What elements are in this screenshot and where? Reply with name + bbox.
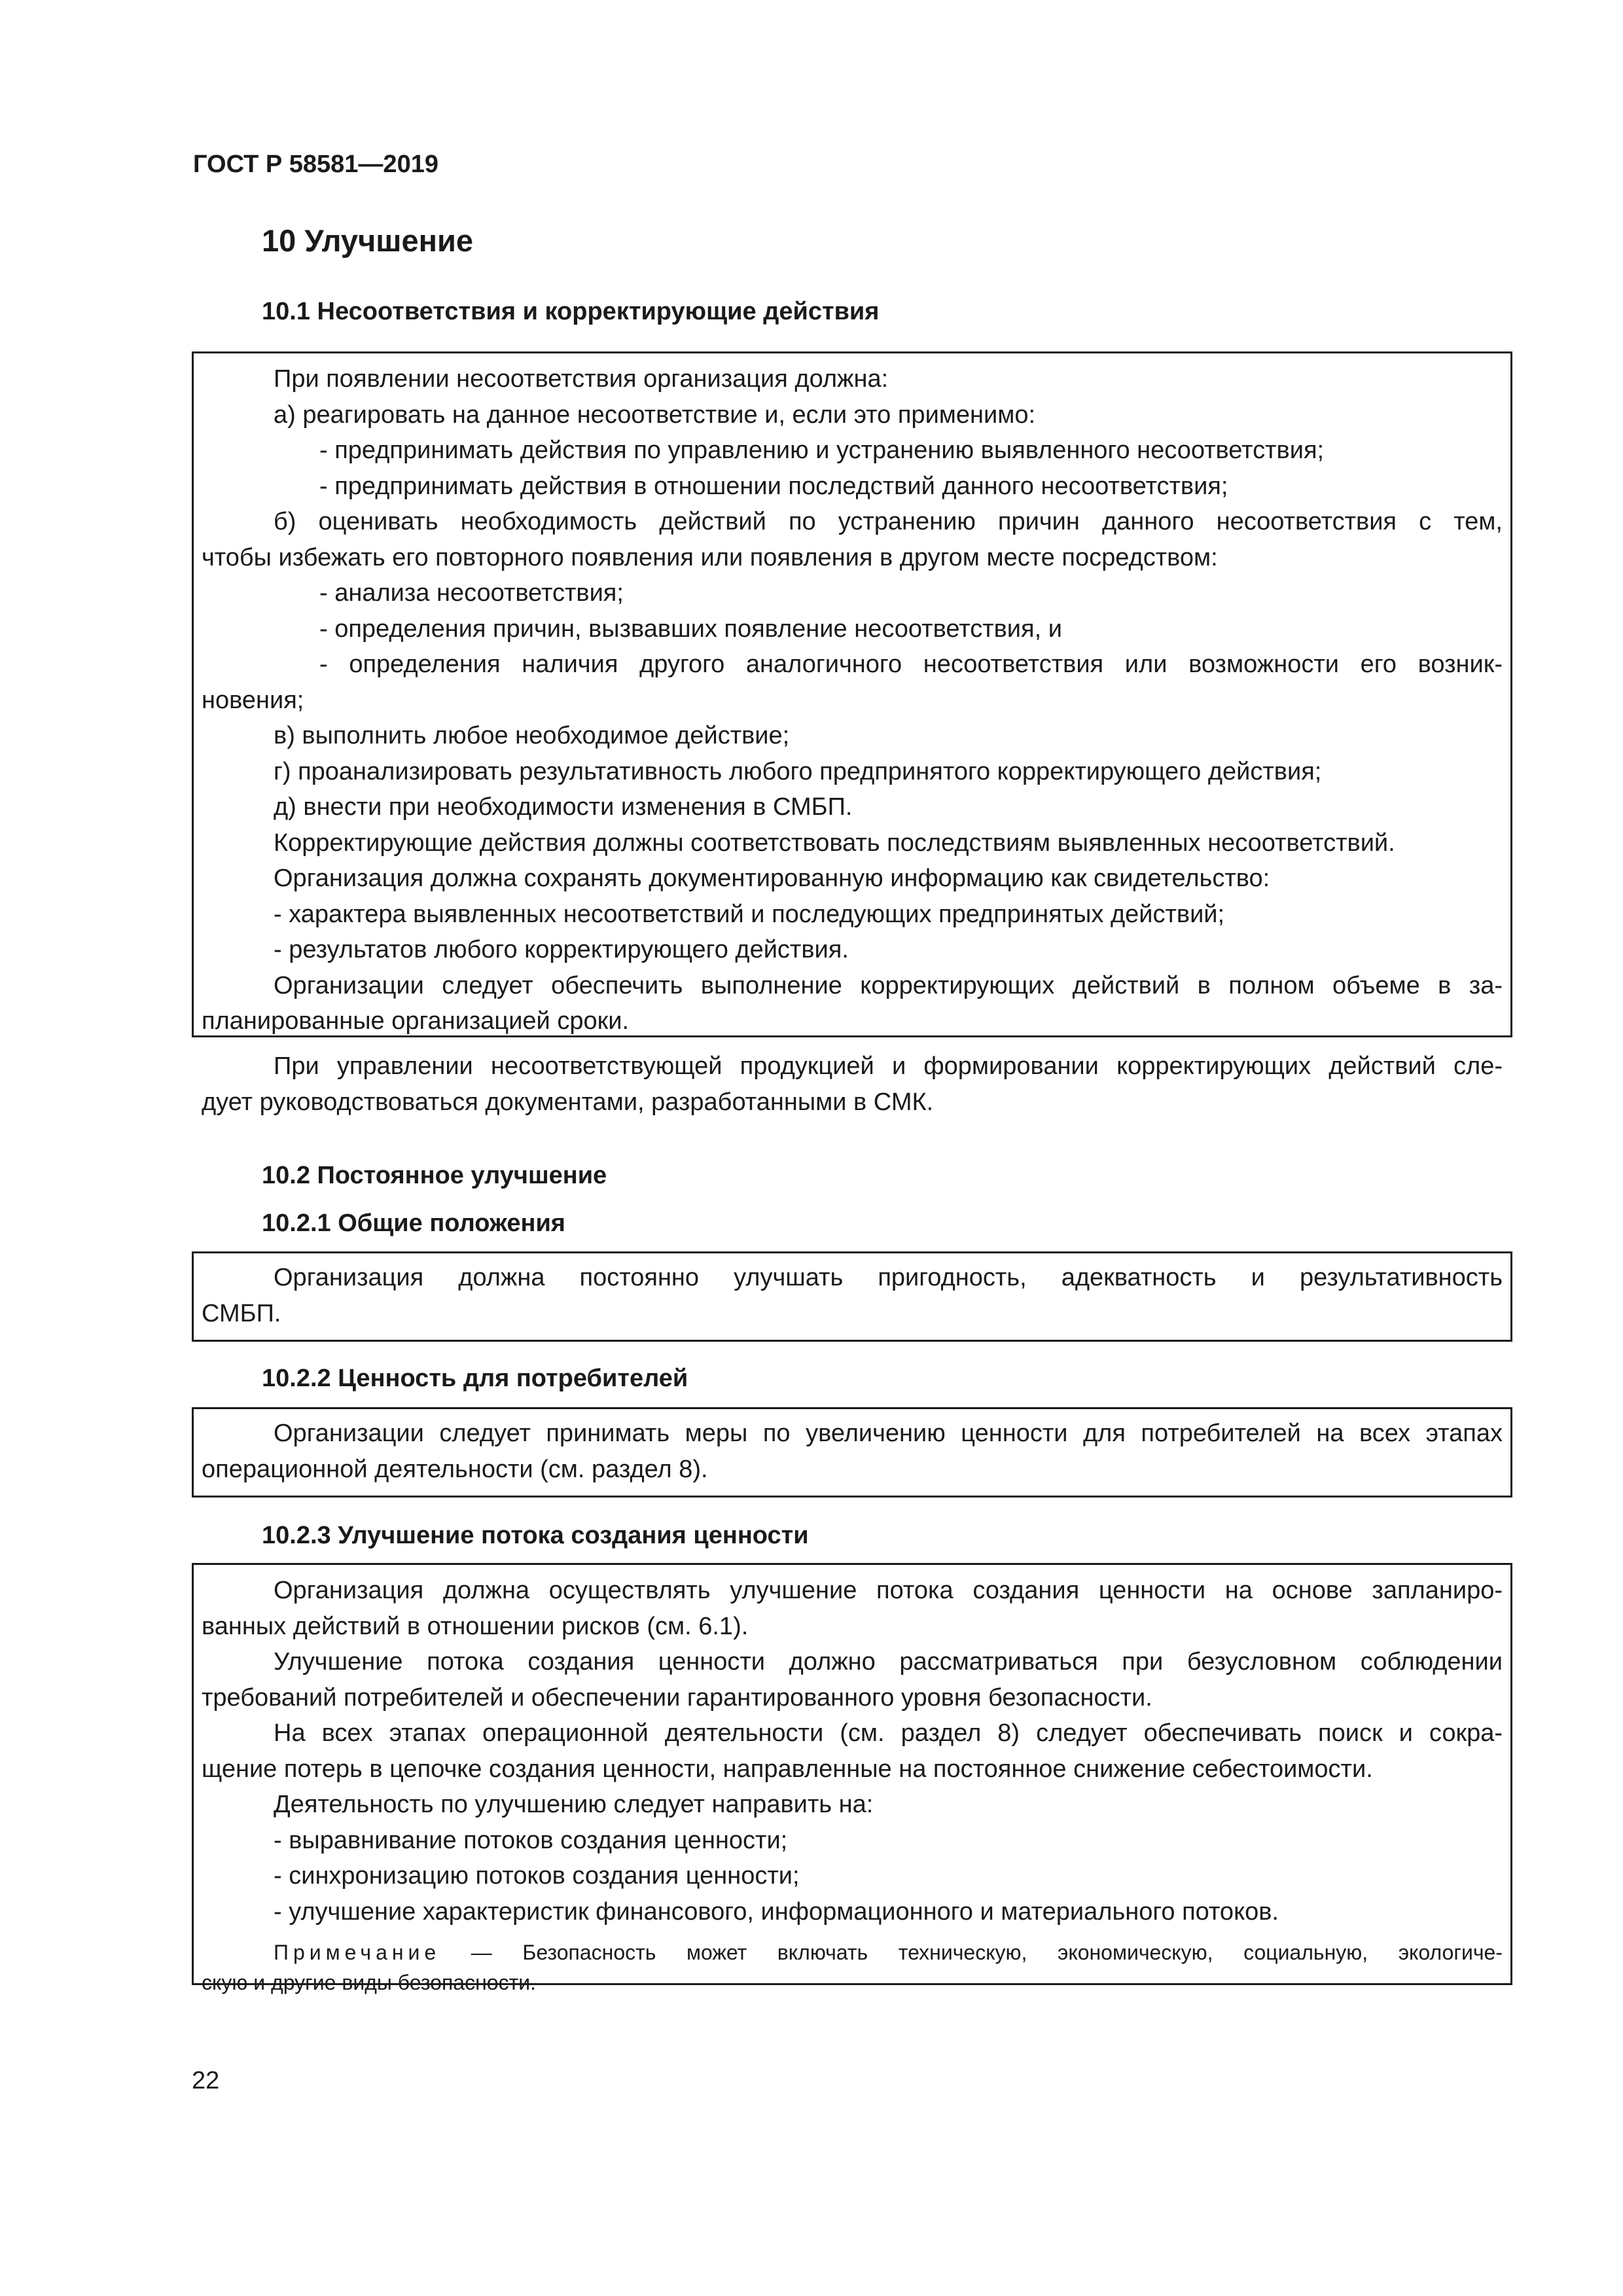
section-10-title: 10 Улучшение bbox=[262, 223, 474, 258]
sub-item: - предпринимать действия в отношении последствий данного несоответствия; bbox=[319, 472, 1228, 500]
box-line: Корректирующие действия должны соответствовать последствиям выявленных несоответствий. bbox=[274, 829, 1395, 857]
box-line: Деятельность по улучшению следует направить на: bbox=[274, 1791, 874, 1818]
box-line: планированные организацией сроки. bbox=[202, 1007, 630, 1035]
sub-item: - синхронизацию потоков создания ценности; bbox=[274, 1862, 800, 1890]
list-item-b: б) оценивать необходимость действий по устранению причин данного несоответствия с тем, bbox=[274, 508, 1503, 535]
box-line: чтобы избежать его повторного появления или появления в другом месте посредством: bbox=[202, 543, 1218, 571]
sub-item: - анализа несоответствия; bbox=[319, 579, 624, 607]
list-item-v: в) выполнить любое необходимое действие; bbox=[274, 722, 790, 749]
box-line: новения; bbox=[202, 686, 304, 714]
sub-item: - выравнивание потоков создания ценности; bbox=[274, 1826, 788, 1854]
box-line: Организация должна постоянно улучшать пригодность, адекватность и результативность bbox=[274, 1264, 1503, 1291]
section-10-2-title: 10.2 Постоянное улучшение bbox=[262, 1162, 607, 1189]
requirements-box-10-2-2 bbox=[192, 1407, 1512, 1498]
box-line: щение потерь в цепочке создания ценности, направленные на постоянное снижение себестоимости. bbox=[202, 1755, 1373, 1783]
box-line: На всех этапах операционной деятельности (см. раздел 8) следует обеспечивать поиск и сокра- bbox=[274, 1719, 1503, 1747]
guidance-paragraph bbox=[192, 1049, 1512, 1120]
sub-item: - определения наличия другого аналогичного несоответствия или возможности его возник- bbox=[319, 651, 1503, 678]
note-text: — Безопасность может включать техническую, экономическую, социальную, экологиче- bbox=[471, 1941, 1503, 1964]
page-number: 22 bbox=[192, 2067, 220, 2094]
list-item-a: а) реагировать на данное несоответствие и, если это применимо: bbox=[274, 401, 1036, 429]
note-label: Примечание bbox=[274, 1941, 441, 1964]
sub-item: - определения причин, вызвавших появление несоответствия, и bbox=[319, 615, 1062, 643]
box-line: Организации следует обеспечить выполнение корректирующих действий в полном объеме в за- bbox=[274, 971, 1503, 999]
box-line: ванных действий в отношении рисков (см. 6.1). bbox=[202, 1612, 749, 1640]
box-line: операционной деятельности (см. раздел 8). bbox=[202, 1455, 708, 1483]
box-line: При появлении несоответствия организация должна: bbox=[274, 365, 889, 393]
list-item-d: д) внести при необходимости изменения в СМБП. bbox=[274, 793, 853, 821]
section-10-2-3-title: 10.2.3 Улучшение потока создания ценности bbox=[262, 1522, 809, 1549]
sub-item: - характера выявленных несоответствий и последующих предпринятых действий; bbox=[274, 900, 1225, 928]
box-line: Организация должна сохранять документированную информацию как свидетельство: bbox=[274, 865, 1270, 892]
requirements-box-10-2-3 bbox=[192, 1563, 1512, 1994]
sub-item: - предпринимать действия по управлению и устранению выявленного несоответствия; bbox=[319, 437, 1325, 464]
requirements-box-10-2-1 bbox=[192, 1251, 1512, 1342]
section-10-2-2-title: 10.2.2 Ценность для потребителей bbox=[262, 1365, 688, 1392]
sub-item: - улучшение характеристик финансового, информационного и материального потоков. bbox=[274, 1897, 1279, 1926]
box-line: Организации следует принимать меры по увеличению ценности для потребителей на всех этапах bbox=[274, 1420, 1503, 1447]
box-line: Улучшение потока создания ценности должно рассматриваться при безусловном соблюдении bbox=[274, 1648, 1503, 1676]
box-line: СМБП. bbox=[202, 1299, 281, 1327]
sub-item: - результатов любого корректирующего действия. bbox=[274, 936, 849, 963]
section-10-2-1-title: 10.2.1 Общие положения bbox=[262, 1210, 565, 1237]
paragraph-line: При управлении несоответствующей продукцией и формировании корректирующих действий сле- bbox=[274, 1052, 1503, 1080]
box-line: Организация должна осуществлять улучшение потока создания ценности на основе запланиро- bbox=[274, 1577, 1503, 1604]
list-item-g: г) проанализировать результативность любого предпринятого корректирующего действия; bbox=[274, 757, 1322, 785]
paragraph-line: дует руководствоваться документами, разработанными в СМК. bbox=[202, 1088, 934, 1116]
note bbox=[202, 1937, 1503, 1967]
document-header: ГОСТ Р 58581—2019 bbox=[193, 151, 438, 178]
box-line: требований потребителей и обеспечении гарантированного уровня безопасности. bbox=[202, 1683, 1152, 1712]
note-line: скую и другие виды безопасности. bbox=[202, 1971, 536, 1994]
section-10-1-title: 10.1 Несоответствия и корректирующие действия bbox=[262, 298, 880, 325]
requirements-box-10-1 bbox=[192, 351, 1512, 1037]
